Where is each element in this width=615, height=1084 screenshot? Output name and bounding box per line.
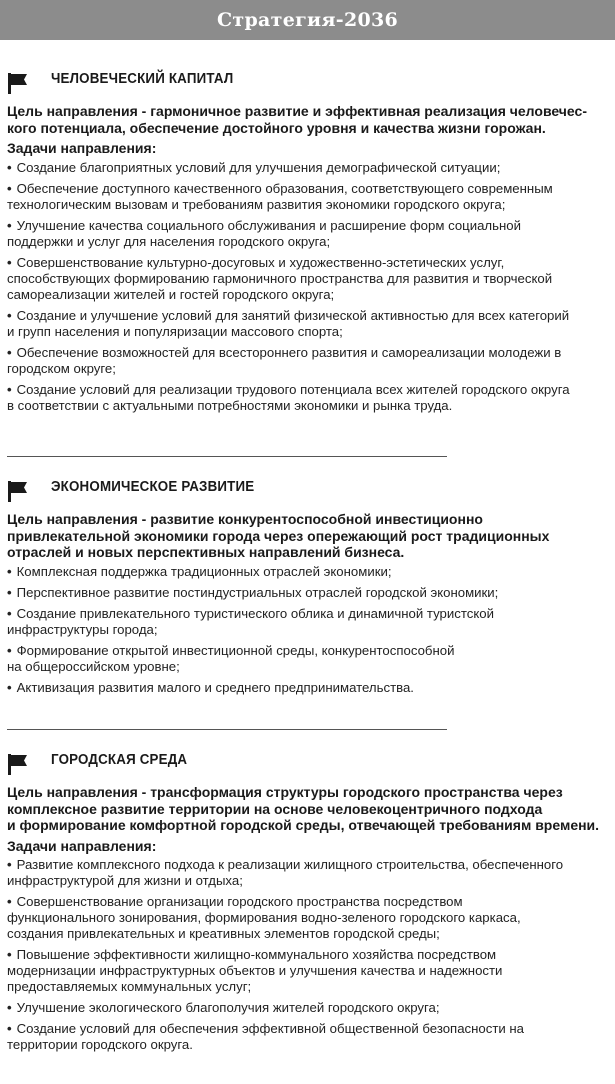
flag-icon <box>7 71 29 95</box>
section-header <box>7 71 607 93</box>
task-list <box>7 564 607 696</box>
list-item: • Перспективное развитие постиндустриальных отраслей городской экономики; <box>7 584 499 600</box>
list-item: • Обеспечение доступного качественного образования, соответствующего современным технологическим вызовам и требованиям развития экономики городского округа; <box>7 180 553 212</box>
section-goal: Цель направления - гармоничное развитие и эффективная реализация человечес- кого потенциала, обеспечение достойного уровня и качества жизни горожан. <box>7 103 587 136</box>
section-human-capital <box>7 71 607 419</box>
list-item: • Создание привлекательного туристического облика и динамичной туристской инфраструктуры города; <box>7 605 494 637</box>
section-header <box>7 479 607 501</box>
section-title: ГОРОДСКАЯ СРЕДА <box>51 752 188 768</box>
section-header <box>7 752 607 774</box>
list-item: • Улучшение качества социального обслуживания и расширение форм социальной поддержки и услуг для населения городского округа; <box>7 217 521 249</box>
flag-icon <box>7 479 29 503</box>
task-list <box>7 160 607 414</box>
section-divider <box>7 729 447 730</box>
section-urban-environment <box>7 752 607 1058</box>
list-item: • Совершенствование культурно-досуговых и художественно-эстетических услуг, способствующих формированию гармоничного пространства для развития и творческой самореализации жителей и гостей городского округа; <box>7 254 553 302</box>
flag-icon <box>7 752 29 776</box>
task-list <box>7 857 607 1053</box>
list-item: • Совершенствование организации городского пространства посредством функционального зонирования, формирования водно-зеленого городского каркаса, создания привлекательных и креативных элементов городской среды; <box>7 894 521 941</box>
section-title: ЧЕЛОВЕЧЕСКИЙ КАПИТАЛ <box>51 71 234 87</box>
header-banner <box>0 0 615 40</box>
list-item: • Развитие комплексного подхода к реализации жилищного строительства, обеспеченного инфраструктурой для жизни и отдыха; <box>7 857 564 888</box>
section-divider <box>7 456 447 457</box>
list-item: • Создание условий для реализации трудового потенциала всех жителей городского округа в соответствии с актуальными потребностями экономики и рынка труда. <box>7 381 570 413</box>
page-title: Стратегия-2036 <box>216 9 399 31</box>
section-goal: Цель направления - трансформация структуры городского пространства через комплексное развитие территории на основе человекоцентричного подхода и формирование комфортной городской среды, отвечающей требованиям времени. <box>7 784 600 833</box>
tasks-label: Задачи направления: <box>7 837 157 854</box>
list-item: • Создание условий для обеспечения эффективной общественной безопасности на территории городского округа. <box>7 1021 525 1052</box>
list-item: • Активизация развития малого и среднего предпринимательства. <box>7 679 414 695</box>
list-item: • Создание и улучшение условий для занятий физической активностью для всех категорий и групп населения и популяризации массового спорта; <box>7 307 570 339</box>
section-economic-development <box>7 479 607 701</box>
list-item: • Комплексная поддержка традиционных отраслей экономики; <box>7 563 392 579</box>
section-title: ЭКОНОМИЧЕСКОЕ РАЗВИТИЕ <box>51 479 255 495</box>
section-goal: Цель направления - развитие конкурентоспособной инвестиционно привлекательной экономики города через опережающий рост традиционных отраслей и новых перспективных направлений бизнеса. <box>7 511 550 560</box>
list-item: • Формирование открытой инвестиционной среды, конкурентоспособной на общероссийском уровне; <box>7 642 455 674</box>
tasks-label: Задачи направления: <box>7 140 157 156</box>
list-item: • Создание благоприятных условий для улучшения демографической ситуации; <box>7 159 501 175</box>
list-item: • Повышение эффективности жилищно-коммунального хозяйства посредством модернизации инфраструктурных объектов и улучшения качества и надежности предоставляемых коммунальных услуг; <box>7 947 503 994</box>
list-item: • Обеспечение возможностей для всестороннего развития и самореализации молодежи в городском округе; <box>7 344 562 376</box>
list-item: • Улучшение экологического благополучия жителей городского округа; <box>7 1000 440 1015</box>
